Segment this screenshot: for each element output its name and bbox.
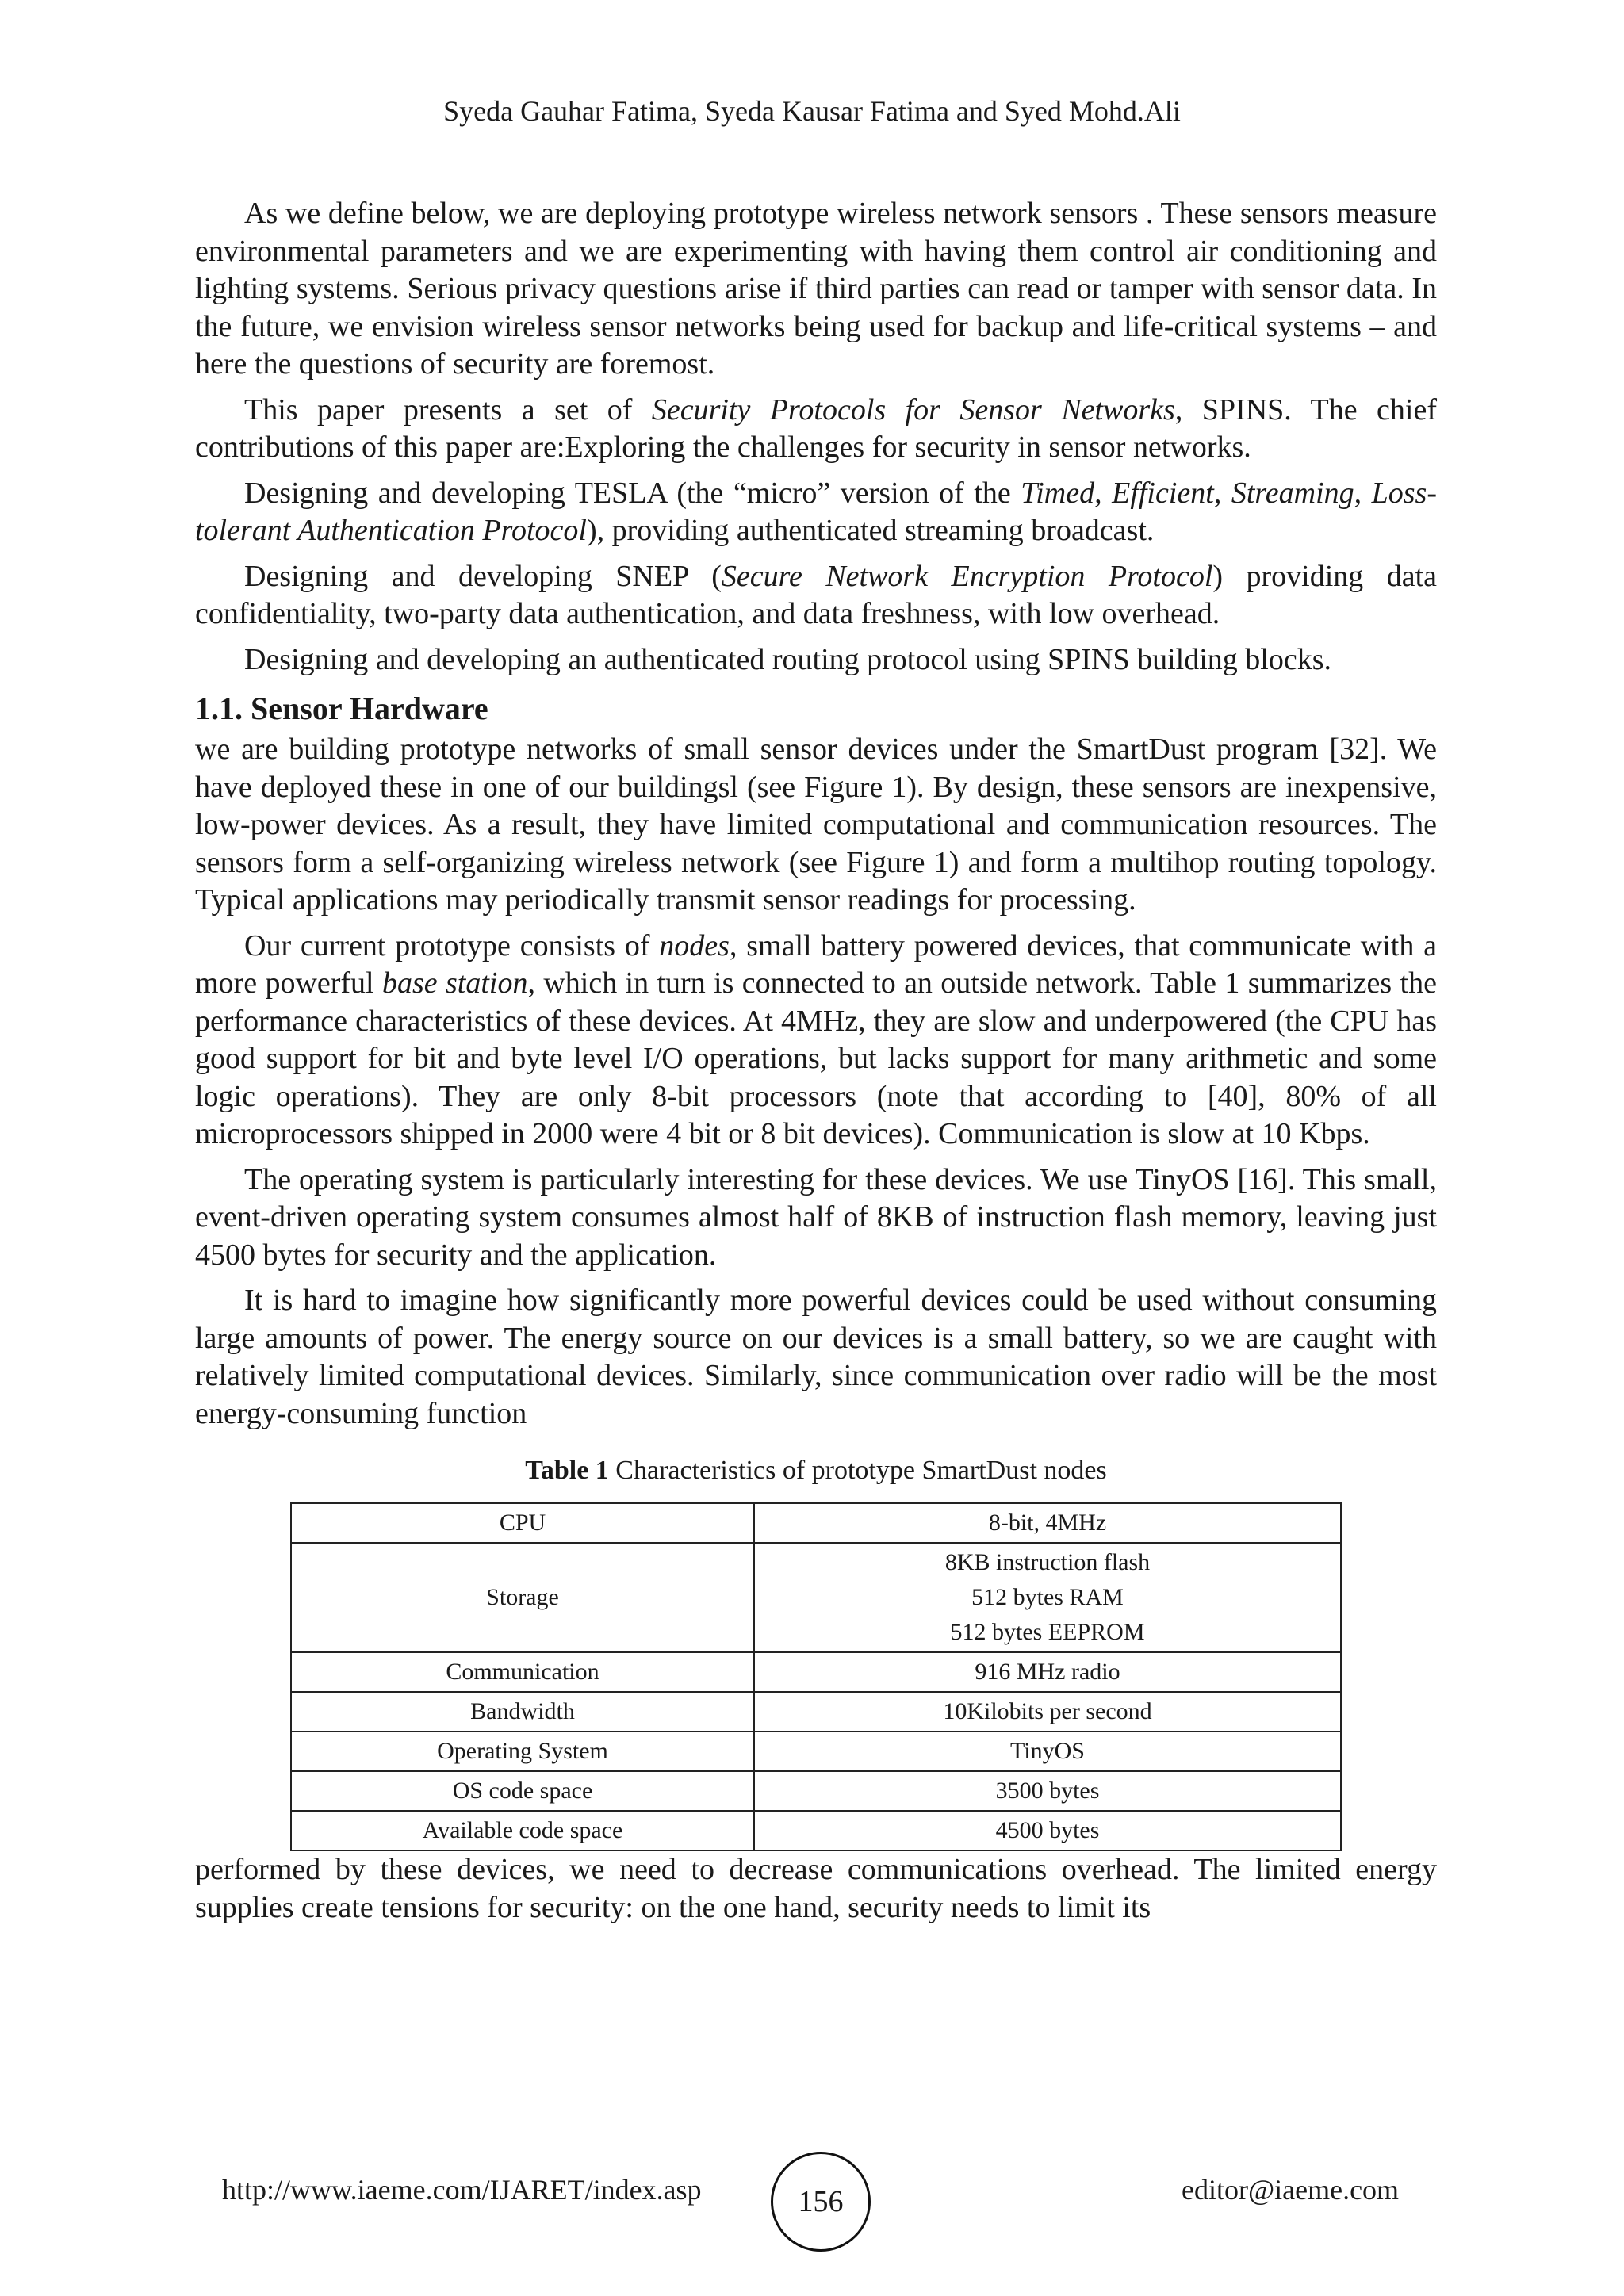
table-cell-value — [754, 1543, 1341, 1652]
paragraph: As we define below, we are deploying prototype wireless network sensors . These sensors measure environmental parameters and we are experimenting with having them control air conditioning and lighting systems. Serious privacy questions arise if third parties can read or tamper with sensor data. In the future, we envision wireless sensor networks being used for backup and life-critical systems – and here the questions of security are foremost. — [195, 197, 1437, 381]
table-caption — [195, 1453, 1437, 1488]
paragraph: Designing and developing TESLA (the “micro” version of the Timed, Efficient, Streaming, Loss-tolerant Authentication Protocol), providing authenticated streaming broadcast. — [195, 476, 1437, 547]
footer-url-link[interactable]: http://www.iaeme.com/IJARET/index.asp — [222, 2174, 702, 2206]
paragraph: Designing and developing SNEP (Secure Network Encryption Protocol) providing data confidentiality, two-party data authentication, and data freshness, with low overhead. — [195, 559, 1438, 630]
page-number: 156 — [771, 2152, 871, 2252]
table-row — [291, 1732, 1341, 1771]
table-caption-label: Table 1 — [525, 1456, 609, 1485]
table-row — [291, 1503, 1341, 1543]
paragraph: we are building prototype networks of small sensor devices under the SmartDust program [32]. We have deployed these in one of our buildingsl (see Figure 1). By design, these sensors are inexpensive, low-power devices. As a result, they have limited computational and communication resources. The sensors form a self-organizing wireless network (see Figure 1) and form a multihop routing topology. Typical applications may periodically transmit sensor readings for processing. — [195, 733, 1437, 916]
paragraph: The operating system is particularly interesting for these devices. We use TinyOS [16]. This small, event-driven operating system consumes almost half of 8KB of instruction flash memory, leaving just 4500 bytes for security and the application. — [195, 1162, 1437, 1272]
table-cell-value: 10Kilobits per second — [754, 1692, 1341, 1732]
table-cell-label: Available code space — [291, 1811, 754, 1850]
table-cell-label: CPU — [291, 1503, 754, 1543]
table-row — [291, 1692, 1341, 1732]
table-cell-value: 4500 bytes — [754, 1811, 1341, 1850]
section-heading: 1.1. Sensor Hardware — [195, 691, 488, 726]
table-cell-label: Operating System — [291, 1732, 754, 1771]
table-cell-value: TinyOS — [754, 1732, 1341, 1771]
storage-line: 512 bytes EEPROM — [950, 1619, 1145, 1645]
table-row — [291, 1652, 1341, 1692]
table-cell-label: OS code space — [291, 1771, 754, 1811]
specs-table — [290, 1502, 1342, 1851]
table-row — [291, 1811, 1341, 1850]
paragraph: This paper presents a set of Security Protocols for Sensor Networks, SPINS. The chief contributions of this paper are:Exploring the challenges for security in sensor networks. — [195, 392, 1438, 464]
footer-email-link[interactable]: editor@iaeme.com — [1182, 2174, 1400, 2206]
table-cell-value: 916 MHz radio — [754, 1652, 1341, 1692]
storage-line: 512 bytes RAM — [971, 1584, 1124, 1610]
emphasis: Secure Network Encryption Protocol — [721, 559, 1213, 593]
table-row — [291, 1543, 1341, 1652]
paragraph: Our current prototype consists of nodes, small battery powered devices, that communicate with a more powerful base station, which in turn is connected to an outside network. Table 1 summarizes the performance characteristics of these devices. At 4MHz, they are slow and underpowered (the CPU has good support for bit and byte level I/O operations, but lacks support for many arithmetic and some logic operations). They are only 8-bit processors (note that according to [40], 80% of all microprocessors shipped in 2000 were 4 bit or 8 bit devices). Communication is slow at 10 Kbps. — [195, 928, 1437, 1150]
emphasis: Security Protocols for Sensor Networks — [651, 392, 1175, 427]
emphasis: base station — [381, 966, 528, 1000]
emphasis: nodes — [659, 928, 730, 962]
table-cell-label: Communication — [291, 1652, 754, 1692]
table-row — [291, 1771, 1341, 1811]
storage-line: 8KB instruction flash — [944, 1549, 1151, 1575]
table-cell-value: 8-bit, 4MHz — [754, 1503, 1341, 1543]
table-cell-label: Bandwidth — [291, 1692, 754, 1732]
body-text — [195, 195, 1437, 1934]
paragraph: Designing and developing an authenticated routing protocol using SPINS building blocks. — [244, 642, 1331, 676]
paragraph: It is hard to imagine how significantly more powerful devices could be used without consuming large amounts of power. The energy source on our devices is a small battery, so we are caught with relatively limited computational devices. Similarly, since communication over radio will be the most energy-consuming function — [195, 1284, 1437, 1430]
page-footer — [0, 2155, 1624, 2258]
emphasis: Timed, Efficient, Streaming, Loss-tolerant Authentication Protocol — [195, 476, 1437, 547]
table-cell-label: Storage — [291, 1543, 754, 1652]
paragraph: performed by these devices, we need to decrease communications overhead. The limited energy supplies create tensions for security: on the one hand, security needs to limit its — [195, 1853, 1437, 1924]
running-header: Syeda Gauhar Fatima, Syeda Kausar Fatima and Syed Mohd.Ali — [443, 95, 1181, 127]
table-caption-text: Characteristics of prototype SmartDust nodes — [608, 1456, 1107, 1485]
table-cell-value: 3500 bytes — [754, 1771, 1341, 1811]
